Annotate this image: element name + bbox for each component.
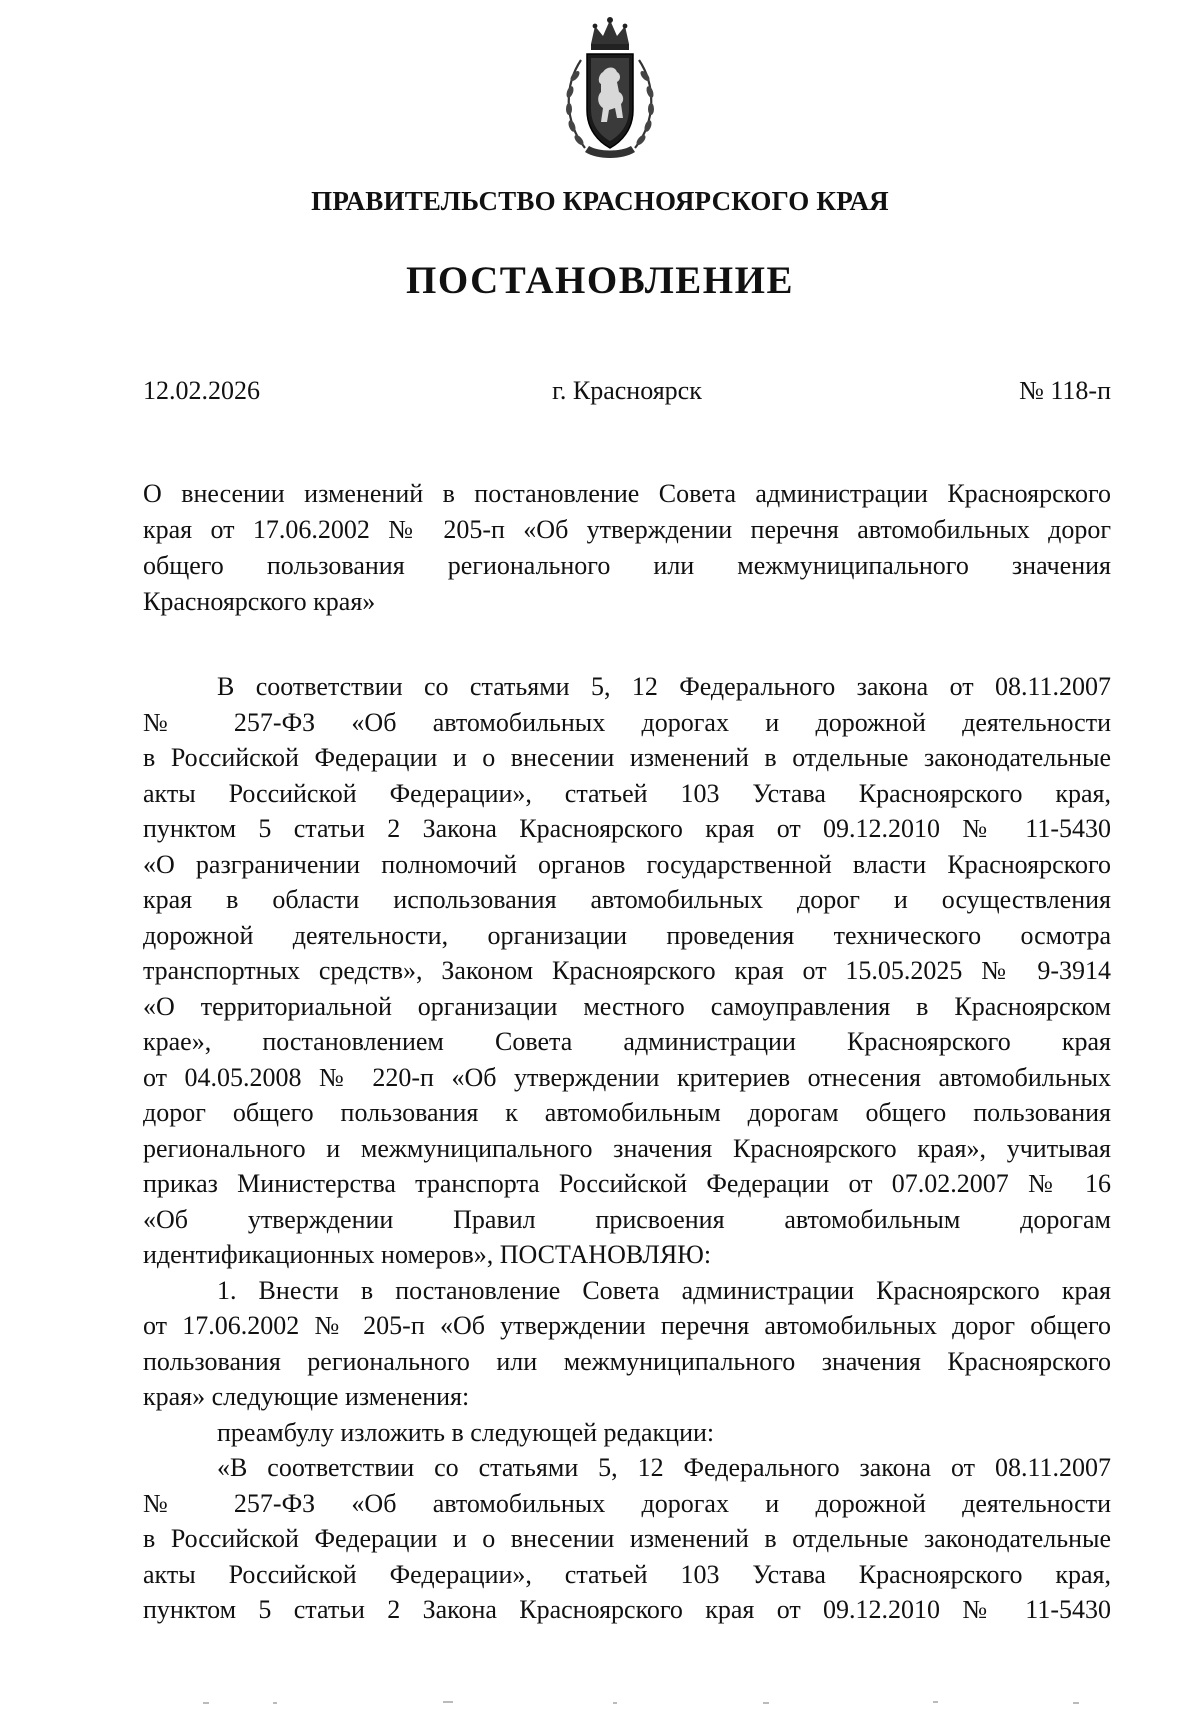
heading-line: Красноярского края» [143, 587, 376, 616]
heading-line: общего пользования регионального или межмуниципального значения [143, 551, 1111, 580]
body-line: в Российской Федерации и о внесении изменений в отдельные законодательные [143, 1524, 1111, 1553]
document-body [143, 669, 1111, 1628]
body-line: В соответствии со статьями 5, 12 Федерального закона от 08.11.2007 [217, 672, 1111, 701]
document-number: № 118-п [1019, 376, 1111, 405]
body-line: дорог общего пользования к автомобильным дорогам общего пользования [143, 1098, 1111, 1127]
document-date: 12.02.2026 [143, 376, 260, 405]
body-line: акты Российской Федерации», статьей 103 Устава Красноярского края, [143, 778, 1111, 808]
body-line: от 04.05.2008 № 220-п «Об утверждении критериев отнесения автомобильных [143, 1062, 1111, 1092]
body-line: акты Российской Федерации», статьей 103 Устава Красноярского края, [143, 1559, 1111, 1589]
document-type-title: ПОСТАНОВЛЕНИЕ [405, 259, 794, 302]
body-line: в Российской Федерации и о внесении изменений в отдельные законодательные [143, 743, 1111, 772]
government-name: ПРАВИТЕЛЬСТВО КРАСНОЯРСКОГО КРАЯ [311, 186, 889, 216]
heading-line: края от 17.06.2002 № 205-п «Об утверждении перечня автомобильных дорог [143, 515, 1111, 544]
body-line: преамбулу изложить в следующей редакции: [217, 1417, 715, 1447]
body-line: приказ Министерства транспорта Российской Федерации от 07.02.2007 № 16 [143, 1169, 1111, 1198]
body-line: пунктом 5 статьи 2 Закона Красноярского края от 09.12.2010 № 11-5430 [143, 814, 1111, 843]
body-line: «В соответствии со статьями 5, 12 Федерального закона от 08.11.2007 [217, 1453, 1111, 1482]
body-line: пользования регионального или межмуниципального значения Красноярского [143, 1346, 1111, 1376]
scan-footer-specks [143, 1700, 1111, 1706]
body-line: «Об утверждении Правил присвоения автомобильным дорогам [143, 1204, 1111, 1234]
body-line: пунктом 5 статьи 2 Закона Красноярского края от 09.12.2010 № 11-5430 [143, 1595, 1111, 1624]
body-line: края» следующие изменения: [143, 1382, 470, 1411]
body-line: края в области использования автомобильных дорог и осуществления [143, 885, 1111, 914]
document-heading [143, 476, 1111, 620]
body-line: № 257-ФЗ «Об автомобильных дорогах и дорожной деятельности [143, 1488, 1111, 1518]
body-line: крае», постановлением Совета администрации Красноярского края [143, 1027, 1111, 1056]
document-meta-row [143, 376, 1111, 410]
body-line: 1. Внести в постановление Совета администрации Красноярского края [217, 1275, 1111, 1305]
body-line: идентификационных номеров», ПОСТАНОВЛЯЮ: [143, 1240, 712, 1269]
body-line: «О разграничении полномочий органов государственной власти Красноярского [143, 849, 1111, 879]
heading-line: О внесении изменений в постановление Совета администрации Красноярского [143, 479, 1111, 508]
body-line: от 17.06.2002 № 205-п «Об утверждении перечня автомобильных дорог общего [143, 1311, 1111, 1340]
body-line: регионального и межмуниципального значения Красноярского края», учитывая [143, 1133, 1111, 1163]
body-line: дорожной деятельности, организации проведения технического осмотра [143, 920, 1111, 950]
body-line: № 257-ФЗ «Об автомобильных дорогах и дорожной деятельности [143, 707, 1111, 737]
body-line: «О территориальной организации местного самоуправления в Красноярском [143, 991, 1111, 1021]
body-line: транспортных средств», Законом Красноярского края от 15.05.2025 № 9-3914 [143, 956, 1111, 985]
coat-of-arms-icon [551, 14, 669, 164]
document-city: г. Красноярск [552, 376, 702, 405]
